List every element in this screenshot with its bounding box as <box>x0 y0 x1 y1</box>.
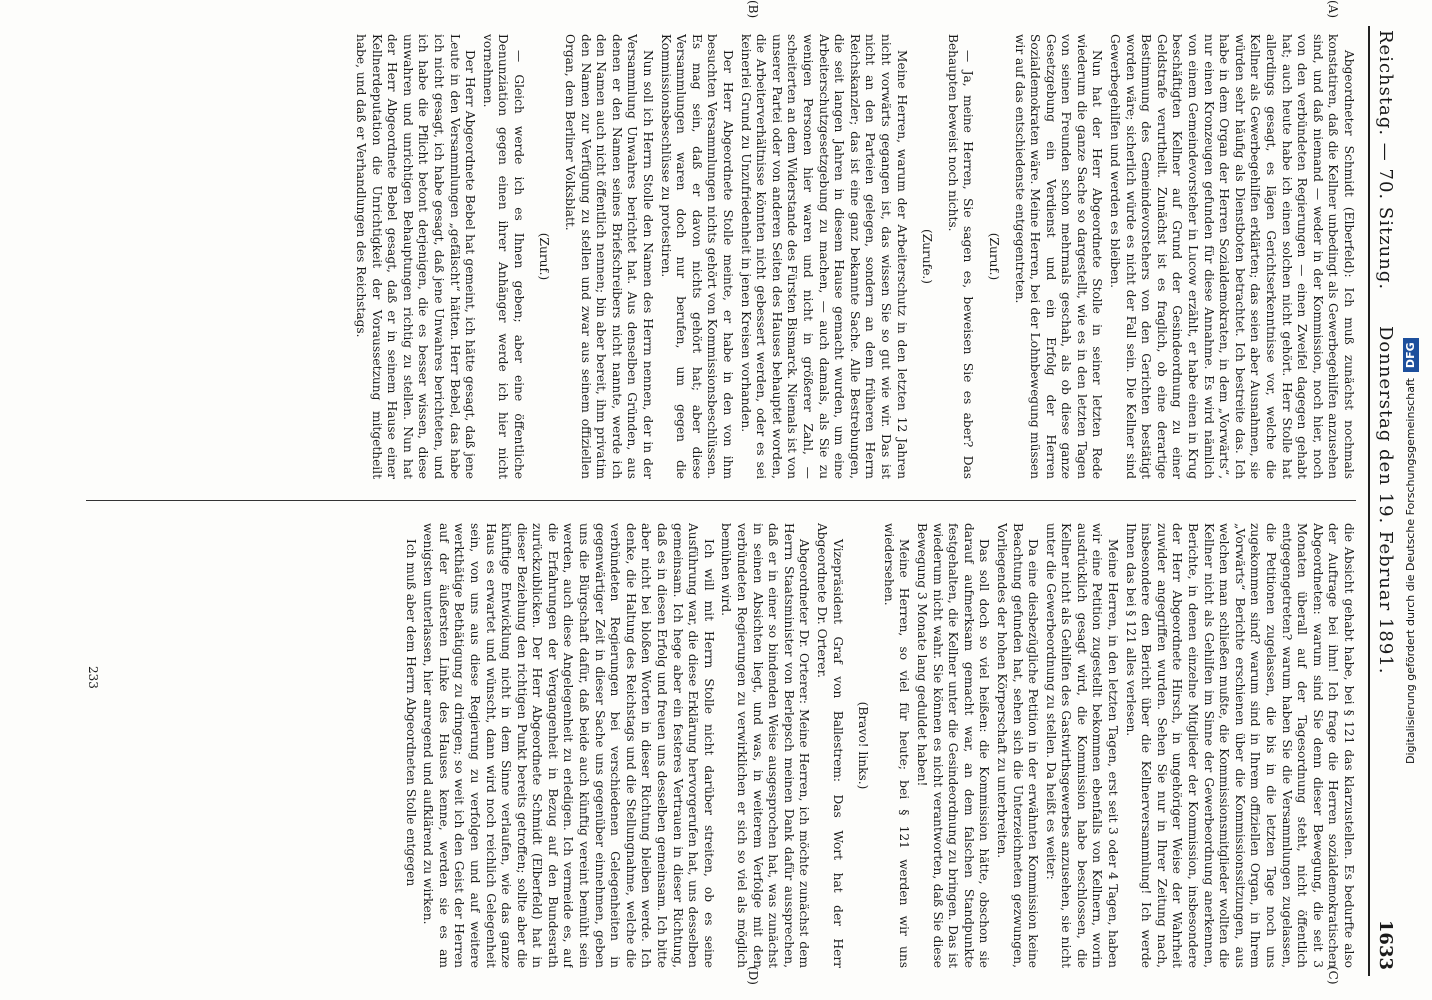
speech-paragraph: Meine Herren, so viel für heute; bei § 121 werden wir uns wiedersehen. <box>881 523 912 968</box>
margin-marker-c: (C) <box>1326 966 1340 985</box>
speech-paragraph: Abgeordneter Dr. Orterer: Meine Herren, ich möchte zunächst dem Herrn Staatsminister von Berlepsch meinen Dank dafür aussprechen, daß er in einer so bindenden Weise ausgesprochen hat, was zunächst in seinen Absichten liegt, und was, in weiterem Verfolge mit den verbündeten Regierungen zu verwirklichen er sich so viel als möglich bemühen wird. <box>719 523 812 968</box>
interjection: (Zuruf.) <box>986 232 1001 281</box>
running-head <box>1368 26 1400 976</box>
speech-paragraph: Ich will mit Herrn Stolle nicht darüber streiten, ob es seine Ausführung war, die diese Erklärung hervorgerufen hat, uns desselben gemeinsam. Ich hege aber ein festeres Vertrauen in dieser Richtung, daß es in diesen Erfolg und freuen uns desselben gemeinsam. Ich bitte aber nicht bei bloßen Worten in dieser Richtung bleiben werde. Ich denke, die Haltung des Reichstags und die Stellungnahme, welche die verbündeten Regierungen bei verschiedenen Gelegenheiten in gegenwärtiger Zeit in dieser Sache uns gegenüber einnehmen, geben uns die Bürgschaft dafür, daß beide auch künftig vereint bemüht sein werden, auch diese Angelegenheit zu erledigen. Ich vermeide es, auf die Erfahrungen der Vergangenheit in Bezug auf den Bundesrath zurückzublicken. Der Herr Abgeordnete Schmidt (Elberfeld) hat in dieser Beziehung den richtigen Punkt bereits getroffen; sollte aber die künftige Entwicklung nicht in dem Sinne verlaufen, wie das ganze Haus es erwartet und wünscht, dann wird noch reichlich Gelegenheit sein, von uns aus diese Regierung zu verfolgen und auf weitere werkthätige Bethätigung zu dringen; so weit ich den Geist der Herren auf der äußersten Linke des Hauses kenne, werden sie es am wenigsten unterlassen, hier anregend und aufklärend zu wirken. <box>421 523 716 968</box>
digitisation-credit <box>1400 4 1422 764</box>
speech-paragraph: Der Herr Abgeordnete Bebel hat gemeint, ich hätte gesagt, daß jene Leute in den Versammlungen „gefälscht“ hätten. Herr Bebel, das habe ich nicht gesagt, ich habe gesagt, daß jene Unwahres berichteten, und ich habe die Pflicht betont derjenigen, die es besser wissen, diese unwahren und unrichtigen Behauptungen richtig zu stellen. Nun hat der Herr Abgeordnete Bebel gesagt, daß er in seinem Hause einer Kellnerdeputation die Unrichtigkeit der Voraussetzung mitgetheilt habe, und daß er Verhandlungen des Reichstags. <box>353 34 478 479</box>
speech-paragraph: die Absicht gehabt habe, bei § 121 das klarzustellen. Es bedurfte also der Auftrage bei ihm! Ich frage die Herren sozialdemokratischen Abgeordneten: warum sind Sie denn dieser Bewegung, die seit 3 Monaten überall auf der Tagesordnung steht, nicht öffentlich entgegengetreten? warum haben Sie die Versammlungen zugelassen, die Petitionen zugelassen, die bis in die letzten Tage noch uns zugekommen sind? warum sind in Ihrem offiziellen Organ, in Ihrem „Vorwärts“ Berichte erschienen über die Kommissionssitzungen, aus welchen man schließen mußte, die Kommissionsmitglieder wollten die Kellner nicht als Gehilfen im Sinne der Gewerbeordnung anerkennen, Berichte, in denen einzelne Mitglieder der Kommission, insbesondere der Herr Abgeordnete Hirsch, in ungehöriger Weise der Wahrheit zuwider angegriffen wurden. Sehen Sie nur in Ihrer Zeitung nach, insbesondere den Bericht über die Kellnerversammlung! Ich werde Ihnen das bei § 121 alles verlesen. <box>1123 523 1356 968</box>
column-rule <box>86 500 1356 501</box>
margin-marker-b: (B) <box>746 0 760 19</box>
speech-paragraph: Abgeordneter Schmidt (Elberfeld): Ich muß zunächst nochmals konstatiren, daß die Kellner unbedingt als Gewerbegehilfen anzusehen sind, und daß niemand — weder in der Kommission, noch hier, noch von den verbündeten Regierungen — einen Zweifel dagegen gehabt hat; auch heute habe ich einen solchen nicht gehört. Herr Stolle hat allerdings gesagt, es lägen Gerichtserkenntnisse vor, welche die Kellner als Gewerbegehilfen erklärten; das seien aber Ausnahmen, sie würden sehr häufig als Dienstboten betrachtet. Ich bestreite das. Ich habe in dem Organ der Herren Sozialdemokraten, in dem „Vorwärts“, nur einen Kronzeugen gefunden für diese Annahme. Es wird nämlich von einem Gemeindevorsteher in Lucow erzählt, er habe einen in Krug beschäftigten Kellner auf Grund der Gesindeordnung zu einer Geldstrafe verurtheilt. Zunächst ist es fraglich, ob eine derartige Bestimmung des Gemeindevorstehers von den Gerichten bestätigt worden wäre; sicherlich würde es nicht der Fall sein. Die Kellner sind Gewerbegehilfen und werden es bleiben. <box>1108 34 1356 479</box>
folio-number: 233 <box>86 666 100 689</box>
interjection: (Zurufe.) <box>920 228 935 285</box>
speech-paragraph: Meine Herren, in den letzten Tagen, erst seit 3 oder 4 Tagen, haben wir eine Petition zugestellt bekommen ebenfalls von Kellnern, worin ausdrücklich gesagt wird, die Kommission habe beschlossen, die Kellner nicht als Gehilfen des Gastwirthsgewerbes anzusehen, sie nicht unter die Gewerbeordnung zu stellen. Da heißt es weiter: <box>1043 523 1121 968</box>
left-text-column <box>86 34 1356 479</box>
speech-paragraph: Der Herr Abgeordnete Stolle meinte, er habe in den von ihm besuchten Versammlungen nichts gehört von Kommissionsbeschlüssen. Es mag sein, daß er davon nichts gehört hat; aber diese Versammlungen waren doch nur berufen, um gegen die Kommissionsbeschlüsse zu protestiren. <box>658 34 736 479</box>
interjection: (Zuruf.) <box>537 232 552 281</box>
chair-announcement: Vizepräsident Graf von Ballestrem: Das Wort hat der Herr Abgeordnete Dr. Orterer. <box>815 523 845 968</box>
speech-paragraph: Ich muß aber dem Herrn Abgeordneten Stolle entgegen <box>403 539 418 887</box>
interjection: (Bravo! links.) <box>856 701 871 790</box>
speech-paragraph: Nun soll ich Herrn Stolle den Namen des Herrn nennen, der in der Versammlung Unwahres berichtet hat. Aus denselben Gründen, aus denen er den Namen seines Briefschreibers nicht nannte, werde ich den Namen auch nicht öffentlich nennen; bin aber bereit, ihm privatim den Namen zur Verfügung zu stellen und zwar aus seinem offiziellen Organ, dem Berliner Volksblatt. <box>563 34 656 479</box>
dfg-logo: DFG <box>1403 338 1419 372</box>
header-session: Reichstag. — 70. Sitzung. <box>1375 30 1396 291</box>
speech-paragraph: Das soll doch so viel heißen: die Kommission hätte, obschon sie darauf aufmerksam gemacht war, an dem falschen Standpunkte festgehalten, die Kellner unter die Gesindeordnung zu bringen. Das ist wiederum nicht wahr. Sie können es nicht verantworten, daß Sie diese Bewegung 3 Monate lang geduldet haben! <box>914 523 992 968</box>
right-text-column <box>86 523 1356 968</box>
credit-text: Digitalisierung gefördert durch die Deutsche Forschungsgemeinschaft <box>1404 378 1417 764</box>
margin-marker-d: (D) <box>746 966 760 985</box>
margin-marker-a: (A) <box>1326 0 1340 19</box>
speech-paragraph: Meine Herren, warum der Arbeiterschutz in den letzten 12 Jahren nicht vorwärts gegangen ist, das wissen Sie so gut wie wir. Das ist nicht an den Parteien gelegen, sondern an dem früheren Herrn Reichskanzler; das ist eine ganz bekannte Sache. Alle Bestrebungen, die seit langen Jahren in diesem Hause gemacht wurden, um eine Arbeiterschutzgesetzgebung zu machen, — auch damals, als Sie zu wenigen Personen hier waren und nicht in größerer Zahl, — scheiterten an dem Widerstande des Fürsten Bismarck. Niemals ist von unserer Partei oder von anderen Seiten des Hauses behauptet worden, die Arbeiterverhältnisse könnten nicht gebessert werden, oder es sei keinerlei Grund zu Unzufriedenheit in jenen Kreisen vorhanden. <box>738 34 909 479</box>
speech-paragraph: — Ja, meine Herren, Sie sagen es, beweisen Sie es aber? Das Behaupten beweist noch nichts. <box>945 34 976 479</box>
header-date: Donnerstag den 19. Februar 1891. <box>1375 326 1396 675</box>
rotated-print-sheet <box>70 0 1400 985</box>
quoted-petition: Da eine diesbezügliche Petition in der erwähnten Kommission keine Beachtung gefunden hat, sehen sich die Unterzeichneten gezwungen, Vorliegendes der hohen Körperschaft zu unterbreiten. <box>994 523 1041 968</box>
speech-paragraph: — Gleich werde ich es Ihnen geben; aber eine öffentliche Denunziation gegen einen ihrer Anhänger werde ich hier nicht vornehmen. <box>480 34 526 479</box>
speech-paragraph: Nun hat der Herr Abgeordnete Stolle in seiner letzten Rede wiederum die ganze Sache so dargestellt, wie es in den letzten Tagen von seinen Freunden schon mehrmals geschah, als ob diese ganze Gesetzgebung ein Verdienst und ein Erfolg der Herren Sozialdemokraten wäre. Meine Herren, bei der Lohnbewegung müssen wir auf das entschiedenste entgegentreten. <box>1012 34 1105 479</box>
header-page-number: 1633 <box>1375 919 1396 970</box>
